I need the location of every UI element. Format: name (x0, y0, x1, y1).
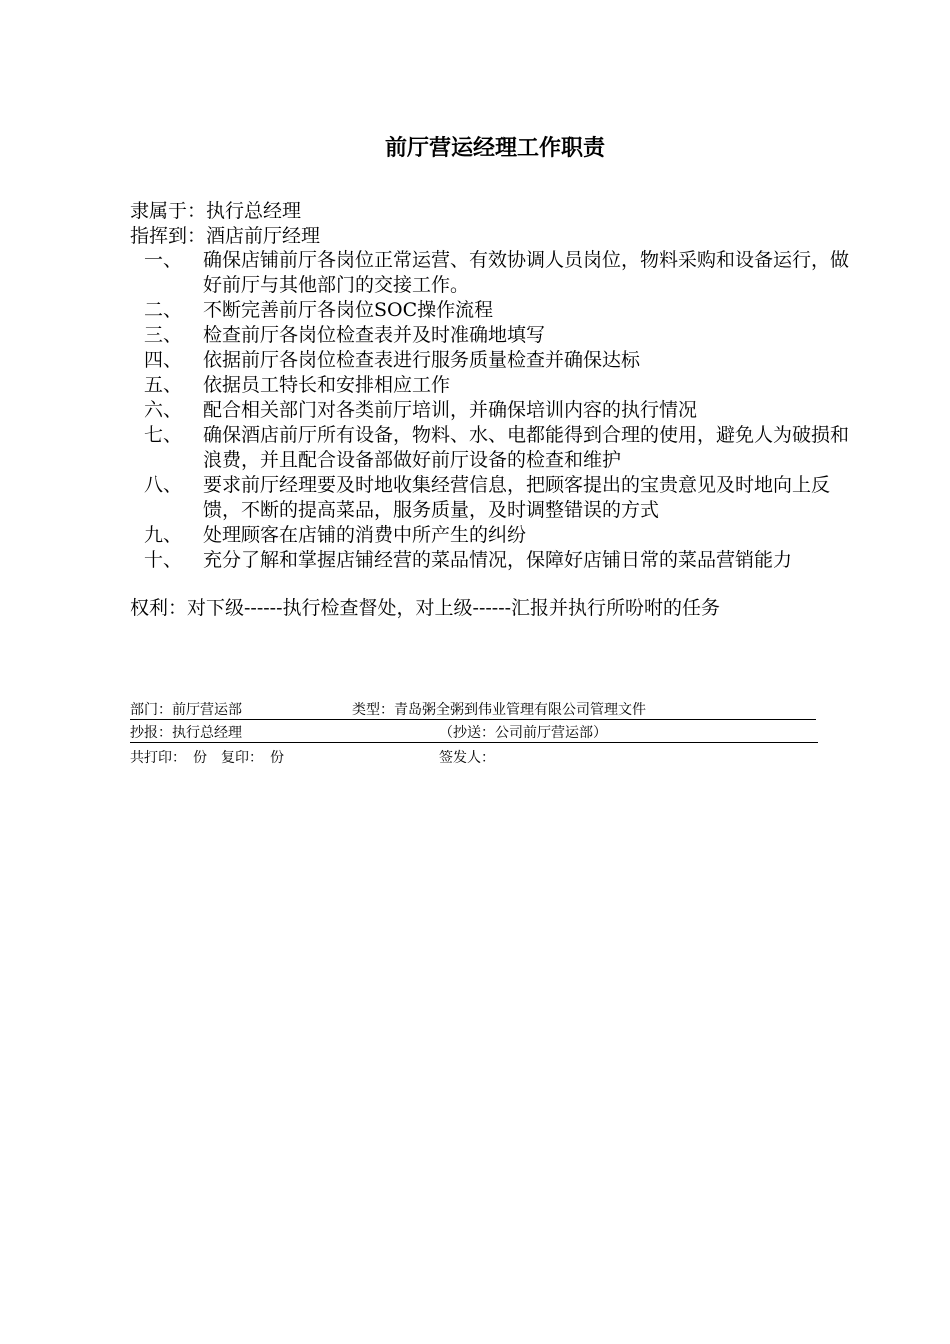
duty-text: 要求前厅经理要及时地收集经营信息，把顾客提出的宝贵意见及时地向上反馈，不断的提高菜品，服务质量，及时调整错误的方式 (203, 474, 831, 521)
duty-text: 检查前厅各岗位检查表并及时准确地填写 (203, 324, 546, 346)
duty-item (130, 323, 860, 348)
duty-item (130, 298, 860, 323)
duty-text: 充分了解和掌握店铺经营的菜品情况，保障好店铺日常的菜品营销能力 (203, 549, 793, 571)
footer-type: 类型：青岛粥全粥到伟业管理有限公司管理文件 (352, 702, 646, 718)
duty-text: 处理顾客在店铺的消费中所产生的纠纷 (203, 524, 527, 546)
footer-department-row (130, 701, 816, 720)
duty-item (130, 398, 860, 423)
duty-number: 二、 (144, 299, 183, 321)
duty-item (130, 423, 860, 473)
duty-text: 确保店铺前厅各岗位正常运营、有效协调人员岗位，物料采购和设备运行，做好前厅与其他部门的交接工作。 (203, 249, 850, 296)
duty-text: 配合相关部门对各类前厅培训，并确保培训内容的执行情况 (203, 399, 698, 421)
duty-number: 一、 (144, 249, 183, 271)
reports-to: 隶属于：执行总经理 (130, 200, 302, 222)
duty-item (130, 523, 860, 548)
duty-item (130, 373, 860, 398)
footer-cc: （抄送：公司前厅营运部） (439, 725, 607, 741)
duty-number: 七、 (144, 424, 183, 446)
duty-text: 确保酒店前厅所有设备，物料、水、电都能得到合理的使用，避免人为破损和浪费，并且配合设备部做好前厅设备的检查和维护 (203, 424, 850, 471)
footer-print-row (130, 749, 818, 767)
footer-report-row (130, 724, 818, 743)
duty-number: 九、 (144, 524, 183, 546)
duty-number: 五、 (144, 374, 183, 396)
duty-number: 六、 (144, 399, 183, 421)
duty-item (130, 248, 860, 298)
footer-issuer: 签发人： (439, 750, 495, 766)
duty-item (130, 348, 860, 373)
document-title: 前厅营运经理工作职责 (384, 136, 605, 161)
footer-department: 部门：前厅营运部 (130, 702, 242, 718)
duty-text: 不断完善前厅各岗位SOC操作流程 (203, 299, 494, 321)
duty-text: 依据前厅各岗位检查表进行服务质量检查并确保达标 (203, 349, 641, 371)
duty-number: 八、 (144, 474, 183, 496)
duty-list (130, 248, 860, 573)
directs: 指挥到：酒店前厅经理 (130, 225, 321, 247)
duty-text: 依据员工特长和安排相应工作 (203, 374, 451, 396)
duty-number: 三、 (144, 324, 183, 346)
duty-item (130, 548, 860, 573)
duty-item (130, 473, 860, 523)
footer-report-to: 抄报：执行总经理 (130, 725, 242, 741)
rights-statement: 权利：对下级------执行检查督处，对上级------汇报并执行所吩咐的任务 (130, 597, 721, 619)
duty-number: 四、 (144, 349, 183, 371)
footer-print-copies: 共打印： 份 复印： 份 (130, 750, 284, 766)
duty-number: 十、 (144, 549, 183, 571)
